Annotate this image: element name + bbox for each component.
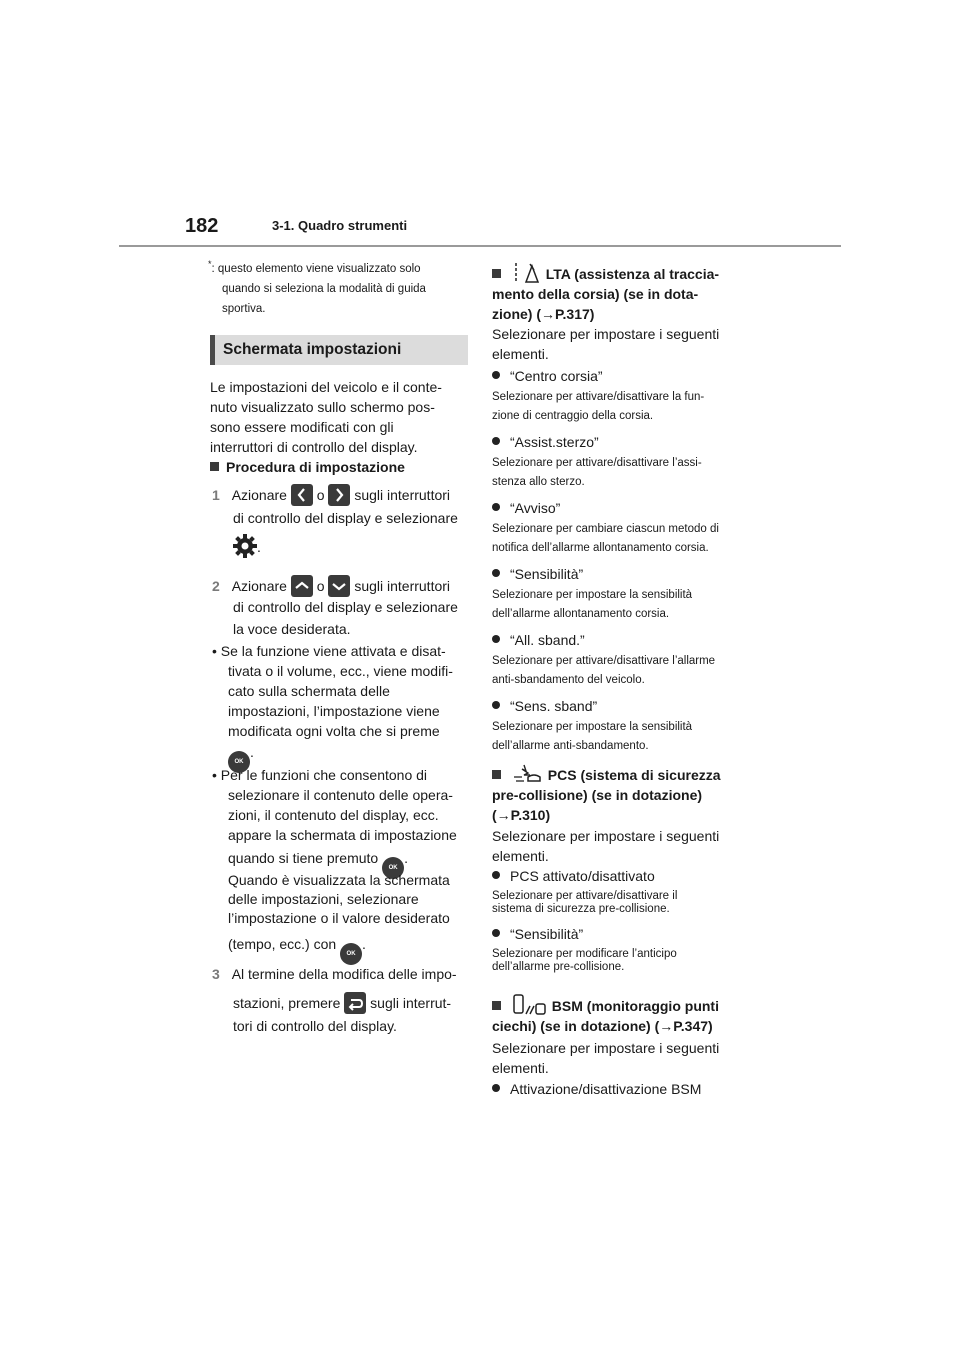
left-arrow-button-icon — [291, 484, 313, 506]
item-desc: Selezionare per modificare l’anticipo — [492, 948, 677, 960]
step-2: 2 Azionare o sugli interruttori — [212, 575, 472, 597]
pcs-intro: Selezionare per impostare i seguenti elementi. — [492, 828, 720, 864]
blind-spot-icon — [512, 994, 548, 1016]
item-desc: dell’allarme allontanamento corsia. — [492, 608, 670, 620]
section-title: 3-1. Quadro strumenti — [272, 218, 408, 233]
item-desc: Selezionare per attivare/disattivare la fun- — [492, 391, 705, 403]
step-1-line: di controllo del display e selezionare — [233, 510, 458, 526]
list-item: “All. sband.” — [492, 630, 762, 650]
lane-tracing-icon — [512, 262, 542, 284]
text-line: nuto visualizzato sullo schermo pos- — [210, 399, 435, 415]
lta-heading: LTA (assistenza al traccia- mento della corsia) (se in dota- zione) (→P.317) — [492, 262, 752, 324]
step-1: 1 Azionare o sugli interruttori — [212, 484, 472, 506]
item-desc: Selezionare per impostare la sensibilità — [492, 721, 693, 733]
bullet-2-line: (tempo, ecc.) con OK. — [228, 934, 366, 965]
up-arrow-button-icon — [291, 575, 313, 597]
item-desc: stenza allo sterzo. — [492, 476, 585, 488]
section-heading-box: Schermata impostazioni — [210, 335, 468, 365]
text-line: • Se la funzione viene attivata e disat- — [212, 643, 446, 659]
list-item: “Avviso” — [492, 498, 762, 518]
square-bullet-icon — [210, 462, 219, 471]
item-desc: zione di centraggio della corsia. — [492, 410, 654, 422]
footnote-marker: * — [208, 259, 212, 269]
header-rule — [119, 245, 841, 247]
list-item: “Sensibilità” — [492, 924, 762, 944]
text-line: impostazioni, l’impostazione viene — [228, 703, 440, 719]
list-item: “Sens. sband” — [492, 696, 762, 716]
item-desc: Selezionare per attivare/disattivare il — [492, 890, 678, 902]
step-2-line: di controllo del display e selezionare — [233, 599, 458, 615]
page-number: 182 — [185, 215, 219, 237]
item-desc: Selezionare per cambiare ciascun metodo di — [492, 523, 719, 535]
item-desc: Selezionare per impostare la sensibilità — [492, 589, 693, 601]
text-line: • Per le funzioni che consentono di — [212, 767, 428, 783]
item-desc: notifica dell’allarme allontanamento corsia. — [492, 542, 709, 554]
step-number: 3 — [212, 966, 220, 982]
footnote-line: quando si seleziona la modalità di guida — [222, 282, 426, 295]
step-number: 1 — [212, 487, 220, 503]
text-line: appare la schermata di impostazione — [228, 827, 457, 843]
procedure-heading: Procedura di impostazione — [210, 457, 405, 477]
list-item: “Centro corsia” — [492, 366, 762, 386]
footnote-line: sportiva. — [222, 302, 266, 315]
bullet-2 — [212, 765, 477, 845]
item-desc: dell’allarme anti-sbandamento. — [492, 740, 649, 752]
ok-button-icon: OK — [340, 943, 362, 965]
footnote — [208, 254, 468, 319]
right-arrow-button-icon — [328, 484, 350, 506]
footnote-line: : questo elemento viene visualizzato solo — [211, 262, 421, 275]
bullet-2-line: Quando è visualizzata la schermata — [228, 872, 450, 888]
list-item: “Assist.sterzo” — [492, 432, 762, 452]
down-arrow-button-icon — [328, 575, 350, 597]
pcs-items — [492, 866, 762, 974]
bsm-intro: Selezionare per impostare i seguenti elementi. — [492, 1040, 720, 1076]
list-item: PCS attivato/disattivato — [492, 866, 762, 886]
lta-items — [492, 366, 762, 756]
back-button-icon — [344, 992, 366, 1014]
item-desc: sistema di sicurezza pre-collisione. — [492, 903, 670, 915]
bsm-heading: BSM (monitoraggio punti ciechi) (se in dotazione) (→P.347) — [492, 994, 762, 1036]
text-line: modificata ogni volta che si preme — [228, 723, 440, 739]
bullet-1 — [212, 641, 477, 741]
gear-icon — [233, 534, 257, 558]
intro-paragraph — [210, 377, 470, 457]
square-bullet-icon — [492, 770, 501, 779]
pcs-heading: PCS (sistema di sicurezza pre-collisione) (se in dotazione) (→P.310) — [492, 763, 752, 825]
step-3-line: tori di controllo del display. — [233, 1018, 397, 1034]
ok-button-icon: OK — [228, 751, 250, 773]
bullet-2-line: l’impostazione o il valore desiderato — [228, 910, 450, 926]
text-line: Le impostazioni del veicolo e il conte- — [210, 379, 442, 395]
text-line: selezionare il contenuto delle opera- — [228, 787, 453, 803]
step-2-line: la voce desiderata. — [233, 621, 351, 637]
item-desc: Selezionare per attivare/disattivare l’allarme — [492, 655, 716, 667]
item-desc: dell’allarme pre-collisione. — [492, 961, 625, 973]
list-item: “Sensibilità” — [492, 564, 762, 584]
square-bullet-icon — [492, 269, 501, 278]
lta-intro: Selezionare per impostare i seguenti elementi. — [492, 326, 720, 362]
bullet-2-line: quando si tiene premuto OK. — [228, 848, 408, 879]
ok-button-icon: OK — [382, 857, 404, 879]
text-line: sono essere modificati con gli — [210, 419, 394, 435]
step-number: 2 — [212, 578, 220, 594]
item-desc: Selezionare per attivare/disattivare l’assi- — [492, 457, 702, 469]
bullet-2-line: delle impostazioni, selezionare — [228, 891, 419, 907]
text-line: interruttori di controllo del display. — [210, 439, 418, 455]
text-line: zioni, il contenuto del display, ecc. — [228, 807, 439, 823]
text-line: cato sulla schermata delle — [228, 683, 390, 699]
step-1-end: . — [233, 534, 261, 558]
step-3-line: stazioni, premere sugli interrut- — [233, 992, 451, 1014]
list-item: Attivazione/disattivazione BSM — [492, 1079, 701, 1099]
bullet-1-end: OK. — [228, 742, 254, 773]
item-desc: anti-sbandamento del veicolo. — [492, 674, 645, 686]
pcs-collision-icon — [512, 763, 544, 785]
text-line: tivata o il volume, ecc., viene modifi- — [228, 663, 453, 679]
step-3: 3 Al termine della modifica delle impo- — [212, 966, 457, 982]
square-bullet-icon — [492, 1001, 501, 1010]
